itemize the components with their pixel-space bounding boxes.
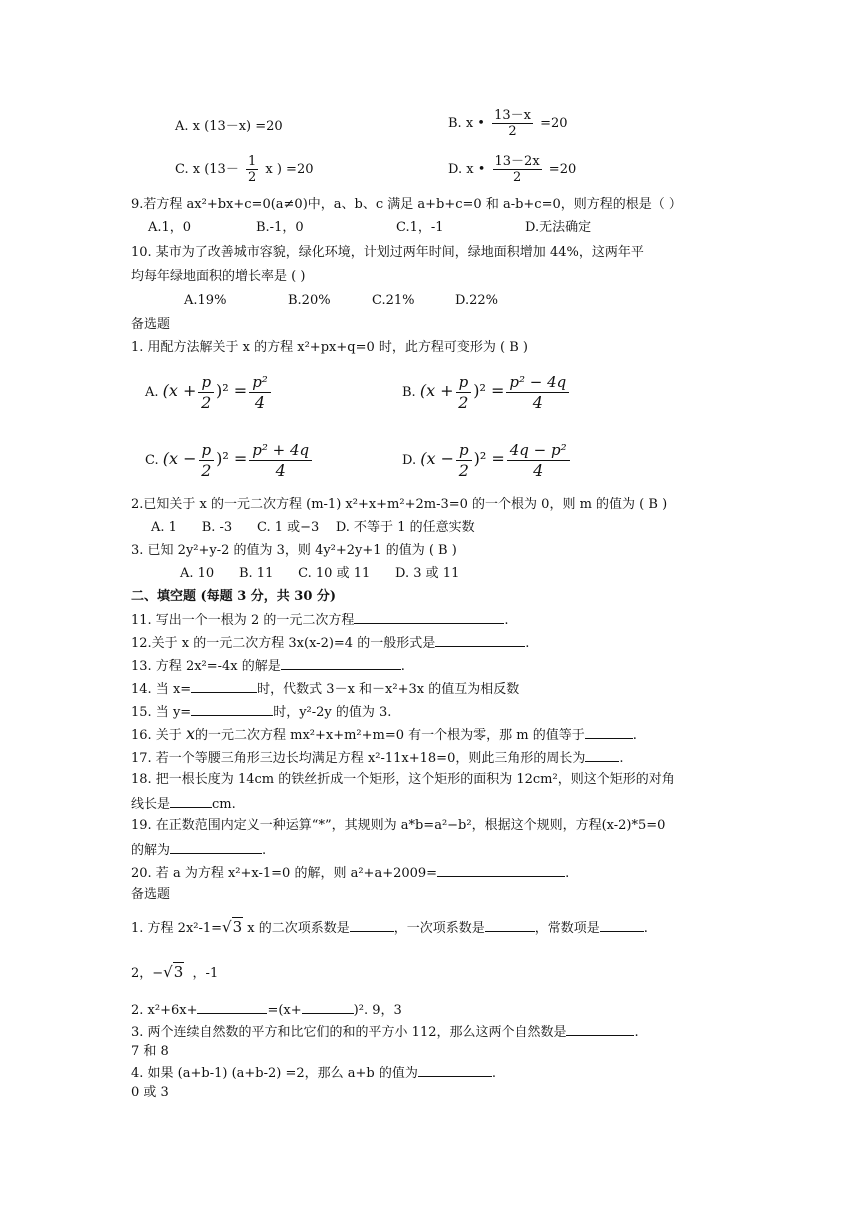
question-text: ，一次项系数是: [393, 921, 485, 936]
q8-d-pre: D. x •: [448, 162, 486, 177]
question-text: cm.: [212, 797, 236, 812]
q17: [131, 748, 624, 768]
formula-fraction: [198, 372, 214, 413]
question-text: 的解为: [131, 843, 171, 858]
backup-q3-question: 3. 已知 2y²+y-2 的值为 3，则 4y²+2y+1 的值为 ( B ): [131, 543, 457, 558]
question-text: 时，代数式 3－x 和－x²+3x 的值互为相反数: [257, 682, 520, 697]
question-text: 15. 当 y=: [131, 705, 192, 720]
answer-blank[interactable]: [435, 633, 525, 647]
fraction-denominator: 2: [508, 124, 517, 139]
answer-blank[interactable]: [566, 1022, 634, 1036]
question-text: 4. 如果 (a+b-1) (a+b-2) =2，那么 a+b 的值为: [131, 1066, 418, 1081]
q18-line2: [131, 794, 236, 814]
formula-part: )² =: [216, 381, 248, 400]
answer-blank[interactable]: [350, 918, 394, 932]
answer-blank[interactable]: [418, 1063, 492, 1077]
q8-option-b: [448, 108, 568, 139]
question-end: .: [619, 751, 624, 766]
q8-option-d: [448, 154, 576, 185]
formula-fraction: [456, 440, 472, 481]
backup-fill-q3: [131, 1022, 639, 1042]
option-label: C.: [145, 453, 159, 468]
backup-q1-option-c: [145, 440, 314, 481]
fraction-numerator: p²: [249, 372, 271, 393]
q8-d-fraction: [493, 154, 542, 185]
q13: [131, 656, 405, 676]
answer-blank[interactable]: [191, 702, 273, 716]
formula-fraction: [249, 372, 271, 413]
question-text: 1. 方程 2x²-1=: [131, 921, 223, 936]
question-text: 14. 当 x=: [131, 682, 192, 697]
backup-fill-q2: [131, 1000, 402, 1020]
q9-option-b: B.-1，0: [256, 220, 304, 235]
sqrt-symbol: √3: [222, 918, 243, 936]
question-end: .: [400, 659, 405, 674]
backup-q2-options: A. 1 B. -3 C. 1 或−3 D. 不等于 1 的任意实数: [151, 520, 475, 535]
fraction-denominator: 4: [275, 461, 286, 480]
sqrt-radicand: 3: [173, 963, 184, 981]
fraction-denominator: 2: [247, 170, 257, 185]
fraction-denominator: 4: [254, 393, 266, 412]
answer-blank[interactable]: [197, 1000, 267, 1014]
sqrt-radicand: 3: [232, 918, 243, 936]
q8-b-fraction: [492, 108, 533, 139]
answer-blank[interactable]: [302, 1000, 354, 1014]
question-text: x 的二次项系数是: [243, 921, 350, 936]
question-end: .: [262, 843, 267, 858]
backup-title-2: 备选题: [131, 887, 171, 902]
formula-part: (x +: [419, 381, 454, 400]
q11: [131, 610, 508, 630]
backup-fill-q3-answer: 7 和 8: [131, 1044, 169, 1059]
answer-blank[interactable]: [170, 840, 262, 854]
formula-part: )² =: [473, 449, 505, 468]
formula-part: (x +: [162, 381, 197, 400]
answer-blank[interactable]: [585, 725, 633, 739]
backup-q1-option-b: [402, 372, 571, 413]
question-text: 时，y²-2y 的值为 3.: [273, 705, 392, 720]
option-label: B.: [402, 385, 416, 400]
q10-question-line1: 10. 某市为了改善城市容貌，绿化环境，计划过两年时间，绿地面积增加 44%，这两年平: [131, 245, 644, 260]
formula-part: (x −: [420, 449, 454, 468]
question-text: 的一元二次方程 mx²+x+m²+m=0 有一个根为零，那 m 的值等于: [194, 728, 585, 743]
question-text: 13. 方程 2x²=-4x 的解是: [131, 659, 281, 674]
q9-option-d: D.无法确定: [525, 220, 592, 235]
question-end: .: [632, 728, 637, 743]
question-text: 20. 若 a 为方程 x²+x-1=0 的解，则 a²+a+2009=: [131, 866, 438, 881]
q8-d-post: =20: [548, 162, 577, 177]
fraction-denominator: 4: [532, 393, 543, 412]
question-end: .: [634, 1025, 639, 1040]
fraction-denominator: 2: [458, 461, 469, 480]
question-text: 11. 写出一个一根为 2 的一元二次方程: [131, 613, 355, 628]
question-end: .: [565, 866, 570, 881]
q10-option-b: B.20%: [288, 293, 331, 308]
formula-fraction: [199, 440, 215, 481]
question-text: 2. x²+6x+: [131, 1003, 198, 1018]
answer-blank[interactable]: [354, 610, 504, 624]
answer-blank[interactable]: [437, 863, 565, 877]
backup-q1-option-d: [402, 440, 572, 481]
fraction-denominator: 2: [512, 170, 522, 185]
option-label: A.: [145, 385, 159, 400]
question-text: )². 9，3: [353, 1003, 402, 1018]
question-text: 12.关于 x 的一元二次方程 3x(x-2)=4 的一般形式是: [131, 636, 436, 651]
formula-fraction: [507, 440, 570, 481]
question-end: .: [491, 1066, 497, 1081]
answer-blank[interactable]: [170, 794, 212, 808]
backup-title-1: 备选题: [131, 317, 171, 332]
fraction-numerator: 13－x: [494, 108, 531, 123]
backup-fill-q4: [131, 1063, 496, 1083]
sqrt-symbol: √3: [163, 963, 184, 981]
answer-blank[interactable]: [585, 748, 619, 762]
answer-blank[interactable]: [191, 679, 257, 693]
q9-option-c: C.1，-1: [396, 220, 444, 235]
backup-fill-q4-answer: 0 或 3: [131, 1085, 169, 1100]
answer-blank[interactable]: [281, 656, 401, 670]
q9-question: 9.若方程 ax²+bx+c=0(a≠0)中，a、b、c 满足 a+b+c=0 和 a-b+c=0，则方程的根是（ ）: [131, 197, 682, 212]
q18-line1: 18. 把一根长度为 14cm 的铁丝折成一个矩形，这个矩形的面积为 12cm²，则这个矩形的对角: [131, 772, 675, 787]
q8-b-pre: B. x •: [448, 116, 485, 131]
option-label: D.: [402, 453, 417, 468]
formula-fraction: [249, 440, 312, 481]
q12: [131, 633, 529, 653]
backup-q2-question: 2.已知关于 x 的一元二次方程 (m-1) x²+x+m²+2m-3=0 的一个根为 0，则 m 的值为 ( B ): [131, 497, 668, 512]
q10-question-line2: 均每年绿地面积的增长率是 ( ): [131, 269, 306, 284]
q8-option-c: [175, 154, 314, 185]
fraction-numerator: 1: [247, 154, 257, 169]
fraction-denominator: 4: [533, 461, 544, 480]
q15: [131, 702, 391, 722]
question-end: .: [504, 613, 509, 628]
backup-q1-option-a: [145, 372, 273, 413]
question-text: 3. 两个连续自然数的平方和比它们的和的平方小 112，那么这两个自然数是: [131, 1025, 567, 1040]
backup-q1-question: 1. 用配方法解关于 x 的方程 x²+px+q=0 时，此方程可变形为 ( B ): [131, 340, 528, 355]
fraction-numerator: p: [456, 372, 472, 393]
formula-fraction: [506, 372, 569, 413]
fraction-denominator: 2: [458, 393, 469, 412]
variable-x: x: [185, 724, 195, 743]
formula-fraction: [456, 372, 472, 413]
backup-q3-options: A. 10 B. 11 C. 10 或 11 D. 3 或 11: [180, 566, 460, 581]
question-end: .: [643, 921, 648, 936]
backup-fill-q1-answer: [131, 963, 218, 983]
q16: [131, 725, 637, 745]
answer-text: ，-1: [184, 966, 219, 981]
q8-c-pre: C. x (13－: [175, 162, 239, 177]
question-end: .: [525, 636, 530, 651]
section-2-title: 二、填空题 (每题 3 分，共 30 分): [131, 589, 337, 604]
question-text: 17. 若一个等腰三角形三边长均满足方程 x²-11x+18=0，则此三角形的周长为: [131, 751, 586, 766]
fraction-numerator: 4q − p²: [507, 440, 570, 461]
question-text: 16. 关于: [131, 728, 182, 743]
q10-option-c: C.21%: [372, 293, 415, 308]
q8-b-post: =20: [540, 116, 568, 131]
question-text: ，常数项是: [534, 921, 600, 936]
fraction-numerator: p² − 4q: [506, 372, 569, 393]
q10-option-a: A.19%: [184, 293, 227, 308]
answer-text: 2，−: [131, 966, 164, 981]
q8-option-a: A. x (13－x) =20: [175, 119, 283, 134]
q20: [131, 863, 569, 883]
q19-line2: [131, 840, 266, 860]
q9-option-a: A.1，0: [148, 220, 192, 235]
question-text: =(x+: [267, 1003, 302, 1018]
q10-option-d: D.22%: [455, 293, 498, 308]
fraction-denominator: 2: [201, 393, 212, 412]
answer-blank[interactable]: [600, 918, 644, 932]
question-text: 线长是: [131, 797, 171, 812]
answer-blank[interactable]: [485, 918, 535, 932]
fraction-numerator: p: [456, 440, 472, 461]
formula-part: )² =: [216, 449, 248, 468]
q14: [131, 679, 519, 699]
q8-c-post: x ) =20: [265, 162, 314, 177]
formula-part: (x −: [162, 449, 197, 468]
fraction-numerator: p² + 4q: [249, 440, 312, 461]
q8-c-fraction: [246, 154, 258, 185]
backup-fill-q1: [131, 918, 648, 938]
fraction-numerator: p: [199, 440, 215, 461]
q19-line1: 19. 在正数范围内定义一种运算“*”，其规则为 a*b=a²−b²，根据这个规则，方程(x-2)*5=0: [131, 818, 666, 833]
fraction-numerator: p: [198, 372, 214, 393]
fraction-numerator: 13－2x: [494, 154, 540, 169]
fraction-denominator: 2: [201, 461, 212, 480]
formula-part: )² =: [473, 381, 505, 400]
